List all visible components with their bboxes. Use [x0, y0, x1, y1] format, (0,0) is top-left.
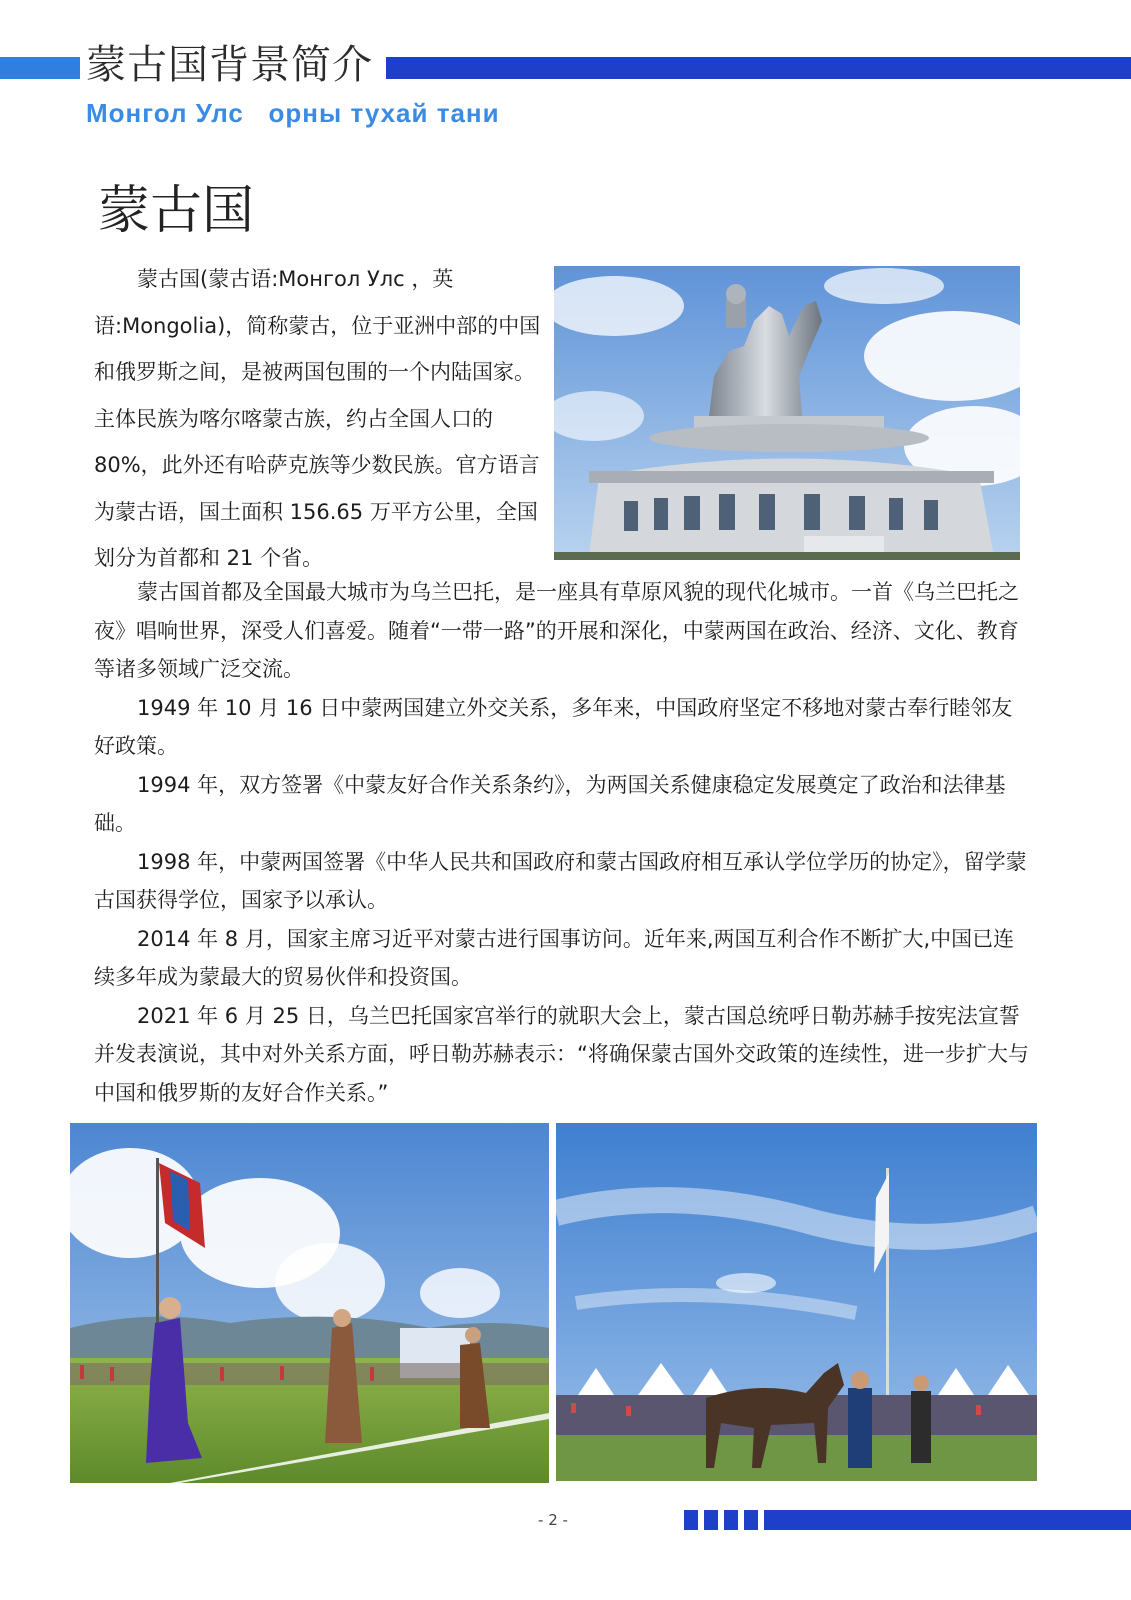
paragraph-1949: 1949 年 10 月 16 日中蒙两国建立外交关系，多年来，中国政府坚定不移地对蒙古奉行睦邻友好政策。 — [94, 695, 1013, 758]
footer-accent-bar — [764, 1510, 1131, 1530]
paragraph-1994: 1994 年，双方签署《中蒙友好合作关系条约》，为两国关系健康稳定发展奠定了政治和法律基础。 — [94, 772, 1006, 835]
horse-racing-ceremony-photo — [556, 1123, 1037, 1481]
paragraph-capital: 蒙古国首都及全国最大城市为乌兰巴托，是一座具有草原风貌的现代化城市。一首《乌兰巴托之夜》唱响世界，深受人们喜爱。随着“一带一路”的开展和深化，中蒙两国在政治、经济、文化、教育等诸多领域广泛交流。 — [94, 580, 1019, 681]
paragraph-2014: 2014 年 8 月，国家主席习近平对蒙古进行国事访问。近年来,两国互利合作不断扩大,中国已连续多年成为蒙最大的贸易伙伴和投资国。 — [94, 926, 1015, 989]
footer-block-1 — [684, 1510, 698, 1530]
genghis-khan-statue-photo — [554, 266, 1020, 560]
page-number: - 2 - — [538, 1511, 568, 1529]
header-accent-bar-left — [0, 57, 80, 79]
footer-block-4 — [744, 1510, 758, 1530]
footer-block-3 — [724, 1510, 738, 1530]
body-text — [94, 573, 1032, 1112]
footer-block-2 — [704, 1510, 718, 1530]
page-title: 蒙古国背景简介 — [86, 40, 381, 90]
paragraph-1998: 1998 年，中蒙两国签署《中华人民共和国政府和蒙古国政府相互承认学位学历的协定》，留学蒙古国获得学位，国家予以承认。 — [94, 849, 1027, 912]
paragraph-2021: 2021 年 6 月 25 日，乌兰巴托国家宫举行的就职大会上，蒙古国总统呼日勒苏赫手按宪法宣誓并发表演说，其中对外关系方面，呼日勒苏赫表示：“将确保蒙古国外交政策的连续性，进一步扩大与中国和俄罗斯的友好合作关系。” — [94, 1003, 1029, 1105]
header-accent-bar-right — [386, 57, 1131, 79]
intro-paragraph: 蒙古国(蒙古语:Монгол Улс ，英语:Mongolia)，简称蒙古，位于亚洲中部的中国和俄罗斯之间，是被两国包围的一个内陆国家。主体民族为喀尔喀蒙古族，约占全国人口的 80%，此外还有哈萨克族等少数民族。官方语言为蒙古语，国土面积 156.65 万平方公里，全国划分为首都和 21 个省。 — [94, 267, 541, 570]
naadam-festival-performance-photo — [70, 1123, 549, 1483]
section-title: 蒙古国 — [98, 181, 255, 241]
page-subtitle: Монгол Улс орны тухай тани — [86, 98, 500, 128]
